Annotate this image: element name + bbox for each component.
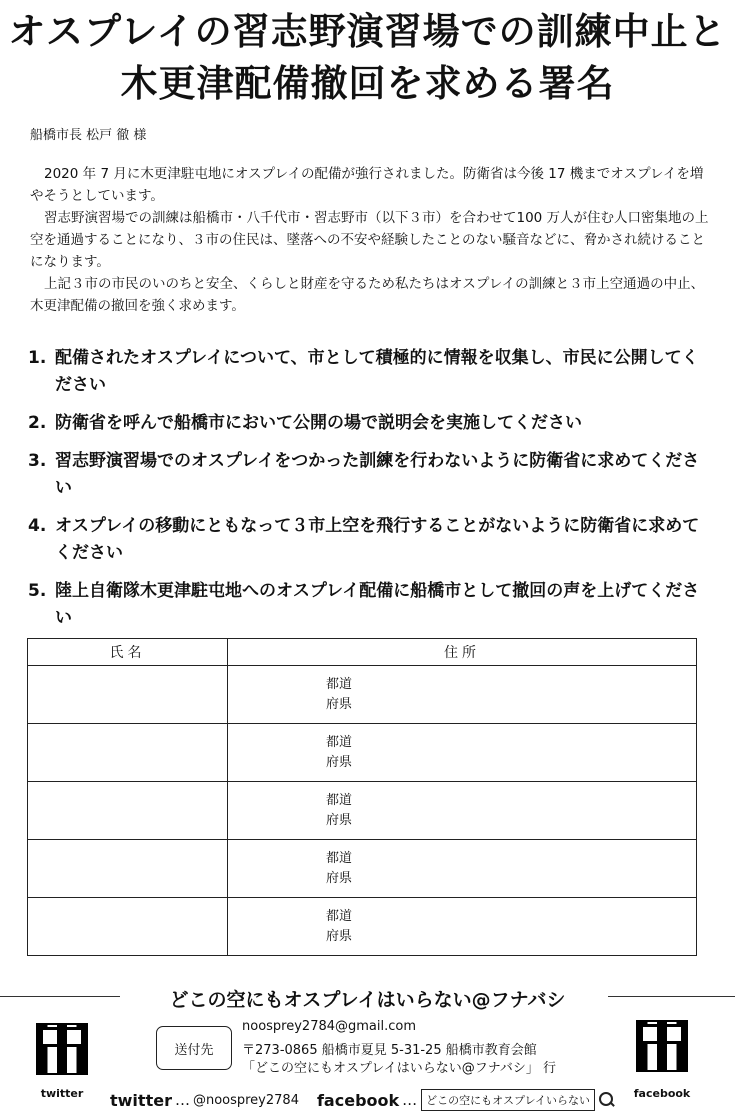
address-field[interactable]	[228, 840, 697, 898]
address-field[interactable]	[228, 898, 697, 956]
address-field[interactable]	[228, 724, 697, 782]
search-icon[interactable]	[598, 1091, 616, 1109]
name-field[interactable]	[28, 782, 228, 840]
facebook-qr-code[interactable]	[636, 1020, 688, 1072]
address-field[interactable]	[228, 782, 697, 840]
facebook-search-box[interactable]: どこの空にもオスプレイいらない	[421, 1089, 595, 1111]
demand-text: オスプレイの移動にともなって３市上空を飛行することがないように防衛省に求めてください	[55, 516, 700, 563]
addressee: 船橋市長 松戸 徹 様	[30, 128, 147, 143]
prefecture-label-top: 都道	[326, 792, 353, 808]
prefecture-label-bottom: 府県	[326, 812, 353, 828]
petition-body	[30, 163, 710, 317]
twitter-qr-code[interactable]	[36, 1023, 88, 1075]
twitter-qr-label: twitter	[40, 1087, 84, 1100]
body-paragraph: 2020 年 7 月に木更津駐屯地にオスプレイの配備が強行されました。防衛省は今後 17 機までオスプレイを増やそうとしています。	[30, 166, 704, 204]
signature-row	[28, 666, 697, 724]
signature-row	[28, 898, 697, 956]
demand-item	[28, 448, 708, 502]
prefecture-label-bottom: 府県	[326, 870, 353, 886]
signature-row	[28, 724, 697, 782]
demand-item	[28, 513, 708, 567]
title-line-1: オスプレイの習志野演習場での訓練中止と	[8, 10, 727, 53]
demand-number: 4.	[28, 516, 47, 536]
demand-text: 陸上自衛隊木更津駐屯地へのオスプレイ配備に船橋市として撤回の声を上げてください	[55, 581, 700, 628]
demand-number: 5.	[28, 581, 47, 601]
name-field[interactable]	[28, 898, 228, 956]
demand-item	[28, 410, 708, 437]
facebook-ellipsis: …	[402, 1091, 418, 1109]
contact-info	[242, 1018, 556, 1078]
demand-text: 配備されたオスプレイについて、市として積極的に情報を収集し、市民に公開してください	[55, 348, 699, 395]
social-links	[110, 1089, 616, 1111]
petition-title	[0, 6, 735, 110]
name-column-header: 氏名	[28, 639, 228, 666]
demand-text: 防衛省を呼んで船橋市において公開の場で説明会を実施してください	[55, 413, 582, 433]
sender-label-box: 送付先	[156, 1026, 232, 1070]
prefecture-label-top: 都道	[326, 908, 353, 924]
demand-number: 1.	[28, 348, 47, 368]
body-paragraph: 習志野演習場での訓練は船橋市・八千代市・習志野市（以下３市）を合わせて100 万人が住む人口密集地の上空を通過することになり、３市の住民は、墜落への不安や経験したことのない騒音などに、脅かされ続けることになります。	[30, 210, 709, 270]
prefecture-label-bottom: 府県	[326, 696, 353, 712]
demand-item	[28, 345, 708, 399]
demand-item	[28, 578, 708, 632]
title-line-2: 木更津配備撤回を求める署名	[120, 62, 615, 105]
contact-email[interactable]: noosprey2784@gmail.com	[242, 1019, 417, 1034]
organization-name: どこの空にもオスプレイはいらない@フナバシ	[169, 989, 566, 1011]
prefecture-label-top: 都道	[326, 734, 353, 750]
prefecture-label-top: 都道	[326, 850, 353, 866]
twitter-label: twitter	[110, 1090, 172, 1110]
name-field[interactable]	[28, 724, 228, 782]
twitter-handle[interactable]: @noosprey2784	[192, 1092, 299, 1108]
contact-address: 〒273-0865 船橋市夏見 5-31-25 船橋市教育会館	[242, 1043, 537, 1058]
prefecture-label-top: 都道	[326, 676, 353, 692]
name-field[interactable]	[28, 666, 228, 724]
address-field[interactable]	[228, 666, 697, 724]
signature-row	[28, 840, 697, 898]
demand-list	[28, 345, 708, 643]
contact-recipient: 「どこの空にもオスプレイはいらない@フナバシ」 行	[242, 1061, 557, 1076]
signature-table	[27, 638, 697, 956]
demand-number: 2.	[28, 413, 47, 433]
signature-header-row	[28, 639, 697, 666]
prefecture-label-bottom: 府県	[326, 928, 353, 944]
facebook-label: facebook	[316, 1090, 400, 1110]
prefecture-label-bottom: 府県	[326, 754, 353, 770]
address-column-header: 住所	[228, 639, 697, 666]
body-paragraph: 上記３市の市民のいのちと安全、くらしと財産を守るため私たちはオスプレイの訓練と３市上空通過の中止、木更津配備の撤回を強く求めます。	[30, 276, 705, 314]
facebook-qr-label: facebook	[633, 1087, 691, 1100]
demand-text: 習志野演習場でのオスプレイをつかった訓練を行わないように防衛省に求めてください	[55, 451, 700, 498]
demand-number: 3.	[28, 451, 47, 471]
twitter-ellipsis: …	[174, 1091, 190, 1109]
signature-row	[28, 782, 697, 840]
name-field[interactable]	[28, 840, 228, 898]
